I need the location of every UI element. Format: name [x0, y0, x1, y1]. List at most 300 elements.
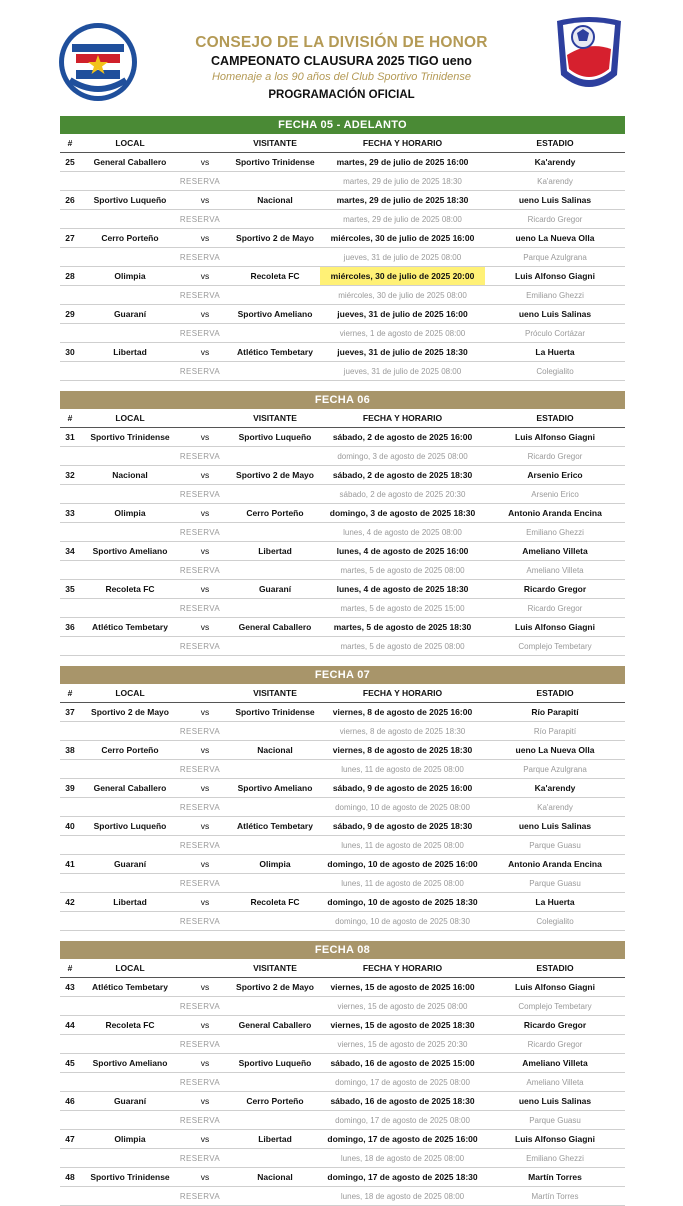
match-num: 43: [60, 978, 80, 997]
reserve-fecha: lunes, 18 de agosto de 2025 08:00: [320, 1187, 485, 1206]
reserve-num-empty: [60, 485, 80, 504]
match-local: Libertad: [80, 343, 180, 362]
reserve-row: [60, 1149, 625, 1168]
reserve-fecha: lunes, 18 de agosto de 2025 08:00: [320, 1149, 485, 1168]
reserve-fecha: domingo, 3 de agosto de 2025 08:00: [320, 447, 485, 466]
match-estadio: ueno Luis Salinas: [485, 305, 625, 324]
match-local: Olimpia: [80, 267, 180, 286]
reserve-num-empty: [60, 1149, 80, 1168]
match-row: [60, 1168, 625, 1187]
match-estadio: Luis Alfonso Giagni: [485, 618, 625, 637]
match-visitante: Cerro Porteño: [230, 504, 320, 523]
fecha-block: [60, 116, 625, 381]
reserve-label: RESERVA: [80, 248, 320, 267]
table-header-row: [60, 684, 625, 703]
match-local: Guaraní: [80, 305, 180, 324]
reserve-estadio: Ricardo Gregor: [485, 447, 625, 466]
reserve-label: RESERVA: [80, 286, 320, 305]
match-visitante: Atlético Tembetary: [230, 817, 320, 836]
reserve-row: [60, 1187, 625, 1206]
match-vs: vs: [180, 580, 230, 599]
reserve-row: [60, 637, 625, 656]
column-header-fecha: FECHA Y HORARIO: [320, 134, 485, 153]
column-header-estadio: ESTADIO: [485, 409, 625, 428]
match-local: Atlético Tembetary: [80, 978, 180, 997]
column-header-vs: [180, 134, 230, 153]
match-vs: vs: [180, 779, 230, 798]
match-row: [60, 1130, 625, 1149]
match-visitante: Nacional: [230, 741, 320, 760]
column-header-fecha: FECHA Y HORARIO: [320, 959, 485, 978]
match-row: [60, 305, 625, 324]
match-fecha: domingo, 17 de agosto de 2025 16:00: [320, 1130, 485, 1149]
reserve-row: [60, 997, 625, 1016]
fecha-title: FECHA 08: [60, 941, 625, 959]
reserve-num-empty: [60, 1035, 80, 1054]
reserve-num-empty: [60, 997, 80, 1016]
reserve-label: RESERVA: [80, 1187, 320, 1206]
column-header-visitante: VISITANTE: [230, 409, 320, 428]
match-vs: vs: [180, 504, 230, 523]
match-visitante: Atlético Tembetary: [230, 343, 320, 362]
reserve-estadio: Ricardo Gregor: [485, 1035, 625, 1054]
reserve-estadio: Parque Guasu: [485, 836, 625, 855]
reserve-label: RESERVA: [80, 561, 320, 580]
match-vs: vs: [180, 466, 230, 485]
reserve-estadio: Parque Guasu: [485, 1111, 625, 1130]
match-fecha: miércoles, 30 de julio de 2025 20:00: [320, 267, 485, 286]
reserve-num-empty: [60, 760, 80, 779]
reserve-label: RESERVA: [80, 912, 320, 931]
match-estadio: Luis Alfonso Giagni: [485, 267, 625, 286]
match-num: 35: [60, 580, 80, 599]
fecha-title: FECHA 07: [60, 666, 625, 684]
match-visitante: Libertad: [230, 1130, 320, 1149]
match-num: 42: [60, 893, 80, 912]
fecha-title: FECHA 06: [60, 391, 625, 409]
match-num: 26: [60, 191, 80, 210]
reserve-label: RESERVA: [80, 599, 320, 618]
match-visitante: Olimpia: [230, 855, 320, 874]
reserve-estadio: Ameliano Villeta: [485, 1073, 625, 1092]
reserve-fecha: martes, 29 de julio de 2025 18:30: [320, 172, 485, 191]
match-estadio: Ka'arendy: [485, 153, 625, 172]
match-estadio: Antonio Aranda Encina: [485, 504, 625, 523]
match-row: [60, 580, 625, 599]
reserve-fecha: viernes, 1 de agosto de 2025 08:00: [320, 324, 485, 343]
reserve-label: RESERVA: [80, 1149, 320, 1168]
match-vs: vs: [180, 1092, 230, 1111]
reserve-fecha: domingo, 17 de agosto de 2025 08:00: [320, 1111, 485, 1130]
match-estadio: ueno Luis Salinas: [485, 817, 625, 836]
match-num: 31: [60, 428, 80, 447]
reserve-label: RESERVA: [80, 324, 320, 343]
match-visitante: Libertad: [230, 542, 320, 561]
reserve-fecha: jueves, 31 de julio de 2025 08:00: [320, 362, 485, 381]
match-num: 46: [60, 1092, 80, 1111]
match-estadio: La Huerta: [485, 343, 625, 362]
match-row: [60, 703, 625, 722]
match-vs: vs: [180, 855, 230, 874]
column-header-visitante: VISITANTE: [230, 684, 320, 703]
match-estadio: Río Parapití: [485, 703, 625, 722]
table-header-row: [60, 409, 625, 428]
reserve-row: [60, 798, 625, 817]
reserve-fecha: martes, 5 de agosto de 2025 08:00: [320, 637, 485, 656]
reserve-row: [60, 760, 625, 779]
match-fecha: sábado, 16 de agosto de 2025 15:00: [320, 1054, 485, 1073]
match-row: [60, 779, 625, 798]
match-local: Sportivo Ameliano: [80, 542, 180, 561]
match-num: 40: [60, 817, 80, 836]
reserve-estadio: Colegialito: [485, 362, 625, 381]
column-header-num: #: [60, 959, 80, 978]
match-row: [60, 229, 625, 248]
match-vs: vs: [180, 229, 230, 248]
match-row: [60, 466, 625, 485]
match-visitante: Sportivo Trinidense: [230, 153, 320, 172]
match-num: 47: [60, 1130, 80, 1149]
match-local: General Caballero: [80, 153, 180, 172]
reserve-fecha: viernes, 15 de agosto de 2025 20:30: [320, 1035, 485, 1054]
match-fecha: domingo, 10 de agosto de 2025 18:30: [320, 893, 485, 912]
table-header-row: [60, 134, 625, 153]
reserve-num-empty: [60, 362, 80, 381]
reserve-label: RESERVA: [80, 523, 320, 542]
match-num: 27: [60, 229, 80, 248]
reserve-fecha: martes, 5 de agosto de 2025 15:00: [320, 599, 485, 618]
reserve-row: [60, 561, 625, 580]
reserve-fecha: martes, 5 de agosto de 2025 08:00: [320, 561, 485, 580]
reserve-num-empty: [60, 637, 80, 656]
match-vs: vs: [180, 817, 230, 836]
reserve-row: [60, 874, 625, 893]
column-header-vs: [180, 959, 230, 978]
match-visitante: Sportivo 2 de Mayo: [230, 978, 320, 997]
match-vs: vs: [180, 542, 230, 561]
match-num: 45: [60, 1054, 80, 1073]
match-vs: vs: [180, 978, 230, 997]
reserve-label: RESERVA: [80, 836, 320, 855]
tribute-tagline: Homenaje a los 90 años del Club Sportivo Trinidense: [211, 71, 472, 83]
reserve-row: [60, 210, 625, 229]
match-vs: vs: [180, 1016, 230, 1035]
column-header-num: #: [60, 684, 80, 703]
match-fecha: viernes, 15 de agosto de 2025 18:30: [320, 1016, 485, 1035]
match-vs: vs: [180, 305, 230, 324]
match-num: 29: [60, 305, 80, 324]
reserve-row: [60, 722, 625, 741]
match-fecha: miércoles, 30 de julio de 2025 16:00: [320, 229, 485, 248]
match-fecha: martes, 5 de agosto de 2025 18:30: [320, 618, 485, 637]
reserve-fecha: domingo, 10 de agosto de 2025 08:30: [320, 912, 485, 931]
reserve-num-empty: [60, 561, 80, 580]
match-visitante: General Caballero: [230, 1016, 320, 1035]
match-local: Olimpia: [80, 1130, 180, 1149]
match-num: 44: [60, 1016, 80, 1035]
match-local: Sportivo Trinidense: [80, 1168, 180, 1187]
match-vs: vs: [180, 153, 230, 172]
match-fecha: martes, 29 de julio de 2025 18:30: [320, 191, 485, 210]
reserve-label: RESERVA: [80, 172, 320, 191]
match-fecha: sábado, 2 de agosto de 2025 16:00: [320, 428, 485, 447]
reserve-fecha: lunes, 4 de agosto de 2025 08:00: [320, 523, 485, 542]
column-header-estadio: ESTADIO: [485, 684, 625, 703]
match-estadio: Luis Alfonso Giagni: [485, 428, 625, 447]
match-visitante: Sportivo Luqueño: [230, 1054, 320, 1073]
match-fecha: martes, 29 de julio de 2025 16:00: [320, 153, 485, 172]
reserve-num-empty: [60, 599, 80, 618]
fixtures-table: [60, 409, 625, 656]
match-estadio: Ricardo Gregor: [485, 1016, 625, 1035]
match-num: 28: [60, 267, 80, 286]
match-estadio: Ameliano Villeta: [485, 1054, 625, 1073]
match-row: [60, 542, 625, 561]
reserve-row: [60, 1111, 625, 1130]
match-fecha: sábado, 2 de agosto de 2025 18:30: [320, 466, 485, 485]
reserve-estadio: Parque Azulgrana: [485, 760, 625, 779]
reserve-estadio: Parque Guasu: [485, 874, 625, 893]
match-local: Libertad: [80, 893, 180, 912]
championship-title: CAMPEONATO CLAUSURA 2025 TIGO ueno: [211, 54, 472, 68]
match-fecha: jueves, 31 de julio de 2025 16:00: [320, 305, 485, 324]
column-header-local: LOCAL: [80, 959, 180, 978]
match-estadio: Arsenio Erico: [485, 466, 625, 485]
reserve-num-empty: [60, 248, 80, 267]
match-local: Sportivo Trinidense: [80, 428, 180, 447]
match-estadio: Martín Torres: [485, 1168, 625, 1187]
match-estadio: Luis Alfonso Giagni: [485, 978, 625, 997]
reserve-estadio: Ricardo Gregor: [485, 210, 625, 229]
match-vs: vs: [180, 191, 230, 210]
match-visitante: Cerro Porteño: [230, 1092, 320, 1111]
column-header-estadio: ESTADIO: [485, 134, 625, 153]
match-visitante: Sportivo 2 de Mayo: [230, 229, 320, 248]
match-local: Cerro Porteño: [80, 741, 180, 760]
reserve-num-empty: [60, 286, 80, 305]
column-header-local: LOCAL: [80, 684, 180, 703]
match-estadio: Ka'arendy: [485, 779, 625, 798]
reserve-num-empty: [60, 210, 80, 229]
match-estadio: ueno La Nueva Olla: [485, 741, 625, 760]
match-vs: vs: [180, 428, 230, 447]
match-row: [60, 741, 625, 760]
reserve-estadio: Complejo Tembetary: [485, 997, 625, 1016]
match-vs: vs: [180, 893, 230, 912]
reserve-num-empty: [60, 722, 80, 741]
reserve-fecha: viernes, 8 de agosto de 2025 18:30: [320, 722, 485, 741]
match-estadio: ueno La Nueva Olla: [485, 229, 625, 248]
reserve-label: RESERVA: [80, 1073, 320, 1092]
match-num: 30: [60, 343, 80, 362]
reserve-fecha: lunes, 11 de agosto de 2025 08:00: [320, 836, 485, 855]
column-header-local: LOCAL: [80, 409, 180, 428]
reserve-estadio: Emiliano Ghezzi: [485, 286, 625, 305]
reserve-estadio: Complejo Tembetary: [485, 637, 625, 656]
column-header-vs: [180, 684, 230, 703]
match-num: 39: [60, 779, 80, 798]
reserve-num-empty: [60, 324, 80, 343]
reserve-row: [60, 1035, 625, 1054]
fecha-title: FECHA 05 - ADELANTO: [60, 116, 625, 134]
match-fecha: sábado, 9 de agosto de 2025 16:00: [320, 779, 485, 798]
reserve-num-empty: [60, 798, 80, 817]
match-row: [60, 153, 625, 172]
match-estadio: La Huerta: [485, 893, 625, 912]
reserve-row: [60, 836, 625, 855]
fixtures-table: [60, 684, 625, 931]
match-row: [60, 817, 625, 836]
reserve-num-empty: [60, 1111, 80, 1130]
match-num: 32: [60, 466, 80, 485]
match-visitante: Sportivo 2 de Mayo: [230, 466, 320, 485]
match-local: Sportivo Luqueño: [80, 817, 180, 836]
match-fecha: viernes, 8 de agosto de 2025 16:00: [320, 703, 485, 722]
column-header-num: #: [60, 134, 80, 153]
reserve-num-empty: [60, 912, 80, 931]
match-visitante: Recoleta FC: [230, 267, 320, 286]
match-vs: vs: [180, 741, 230, 760]
match-vs: vs: [180, 703, 230, 722]
program-title: PROGRAMACIÓN OFICIAL: [268, 89, 415, 101]
fecha-block: [60, 666, 625, 931]
match-num: 41: [60, 855, 80, 874]
column-header-local: LOCAL: [80, 134, 180, 153]
match-row: [60, 1054, 625, 1073]
match-row: [60, 428, 625, 447]
document-header: [0, 0, 683, 112]
reserve-estadio: Río Parapití: [485, 722, 625, 741]
match-row: [60, 855, 625, 874]
match-row: [60, 978, 625, 997]
match-visitante: Recoleta FC: [230, 893, 320, 912]
match-estadio: ueno Luis Salinas: [485, 191, 625, 210]
reserve-num-empty: [60, 523, 80, 542]
reserve-estadio: Arsenio Erico: [485, 485, 625, 504]
reserve-row: [60, 523, 625, 542]
reserve-row: [60, 286, 625, 305]
reserve-estadio: Colegialito: [485, 912, 625, 931]
match-estadio: Ricardo Gregor: [485, 580, 625, 599]
match-num: 37: [60, 703, 80, 722]
match-row: [60, 618, 625, 637]
match-row: [60, 504, 625, 523]
reserve-fecha: sábado, 2 de agosto de 2025 20:30: [320, 485, 485, 504]
reserve-num-empty: [60, 1187, 80, 1206]
match-visitante: Sportivo Luqueño: [230, 428, 320, 447]
column-header-visitante: VISITANTE: [230, 134, 320, 153]
reserve-label: RESERVA: [80, 485, 320, 504]
fixtures-table: [60, 134, 625, 381]
match-visitante: Sportivo Trinidense: [230, 703, 320, 722]
reserve-row: [60, 447, 625, 466]
reserve-label: RESERVA: [80, 997, 320, 1016]
reserve-fecha: lunes, 11 de agosto de 2025 08:00: [320, 760, 485, 779]
match-estadio: Ameliano Villeta: [485, 542, 625, 561]
reserve-num-empty: [60, 172, 80, 191]
reserve-label: RESERVA: [80, 1035, 320, 1054]
reserve-row: [60, 362, 625, 381]
reserve-fecha: domingo, 10 de agosto de 2025 08:00: [320, 798, 485, 817]
column-header-fecha: FECHA Y HORARIO: [320, 684, 485, 703]
reserve-label: RESERVA: [80, 722, 320, 741]
reserve-estadio: Próculo Cortázar: [485, 324, 625, 343]
reserve-estadio: Martín Torres: [485, 1187, 625, 1206]
council-title: CONSEJO DE LA DIVISIÓN DE HONOR: [195, 34, 488, 51]
match-local: Olimpia: [80, 504, 180, 523]
match-local: Sportivo Ameliano: [80, 1054, 180, 1073]
match-local: Atlético Tembetary: [80, 618, 180, 637]
match-local: Cerro Porteño: [80, 229, 180, 248]
reserve-label: RESERVA: [80, 637, 320, 656]
match-visitante: Nacional: [230, 191, 320, 210]
match-local: Guaraní: [80, 1092, 180, 1111]
reserve-label: RESERVA: [80, 362, 320, 381]
match-vs: vs: [180, 267, 230, 286]
match-fecha: domingo, 10 de agosto de 2025 16:00: [320, 855, 485, 874]
reserve-row: [60, 599, 625, 618]
match-visitante: Sportivo Ameliano: [230, 779, 320, 798]
match-fecha: sábado, 16 de agosto de 2025 18:30: [320, 1092, 485, 1111]
match-num: 38: [60, 741, 80, 760]
match-row: [60, 1092, 625, 1111]
match-num: 36: [60, 618, 80, 637]
reserve-label: RESERVA: [80, 874, 320, 893]
reserve-num-empty: [60, 836, 80, 855]
reserve-fecha: jueves, 31 de julio de 2025 08:00: [320, 248, 485, 267]
match-vs: vs: [180, 343, 230, 362]
match-estadio: Antonio Aranda Encina: [485, 855, 625, 874]
match-vs: vs: [180, 618, 230, 637]
match-local: General Caballero: [80, 779, 180, 798]
reserve-row: [60, 1073, 625, 1092]
reserve-row: [60, 172, 625, 191]
match-fecha: sábado, 9 de agosto de 2025 18:30: [320, 817, 485, 836]
reserve-estadio: Ricardo Gregor: [485, 599, 625, 618]
match-fecha: domingo, 17 de agosto de 2025 18:30: [320, 1168, 485, 1187]
reserve-label: RESERVA: [80, 447, 320, 466]
match-row: [60, 267, 625, 286]
reserve-num-empty: [60, 874, 80, 893]
match-row: [60, 1016, 625, 1035]
reserve-estadio: Parque Azulgrana: [485, 248, 625, 267]
match-visitante: Nacional: [230, 1168, 320, 1187]
match-vs: vs: [180, 1130, 230, 1149]
match-vs: vs: [180, 1054, 230, 1073]
reserve-fecha: domingo, 17 de agosto de 2025 08:00: [320, 1073, 485, 1092]
reserve-label: RESERVA: [80, 1111, 320, 1130]
match-fecha: lunes, 4 de agosto de 2025 16:00: [320, 542, 485, 561]
match-row: [60, 893, 625, 912]
match-visitante: Sportivo Ameliano: [230, 305, 320, 324]
match-row: [60, 343, 625, 362]
match-fecha: viernes, 15 de agosto de 2025 16:00: [320, 978, 485, 997]
reserve-fecha: viernes, 15 de agosto de 2025 08:00: [320, 997, 485, 1016]
reserve-row: [60, 912, 625, 931]
reserve-fecha: martes, 29 de julio de 2025 08:00: [320, 210, 485, 229]
match-num: 33: [60, 504, 80, 523]
match-local: Guaraní: [80, 855, 180, 874]
column-header-estadio: ESTADIO: [485, 959, 625, 978]
reserve-label: RESERVA: [80, 210, 320, 229]
reserve-label: RESERVA: [80, 760, 320, 779]
reserve-estadio: Emiliano Ghezzi: [485, 1149, 625, 1168]
match-fecha: viernes, 8 de agosto de 2025 18:30: [320, 741, 485, 760]
match-num: 34: [60, 542, 80, 561]
reserve-row: [60, 485, 625, 504]
match-local: Recoleta FC: [80, 1016, 180, 1035]
match-row: [60, 191, 625, 210]
